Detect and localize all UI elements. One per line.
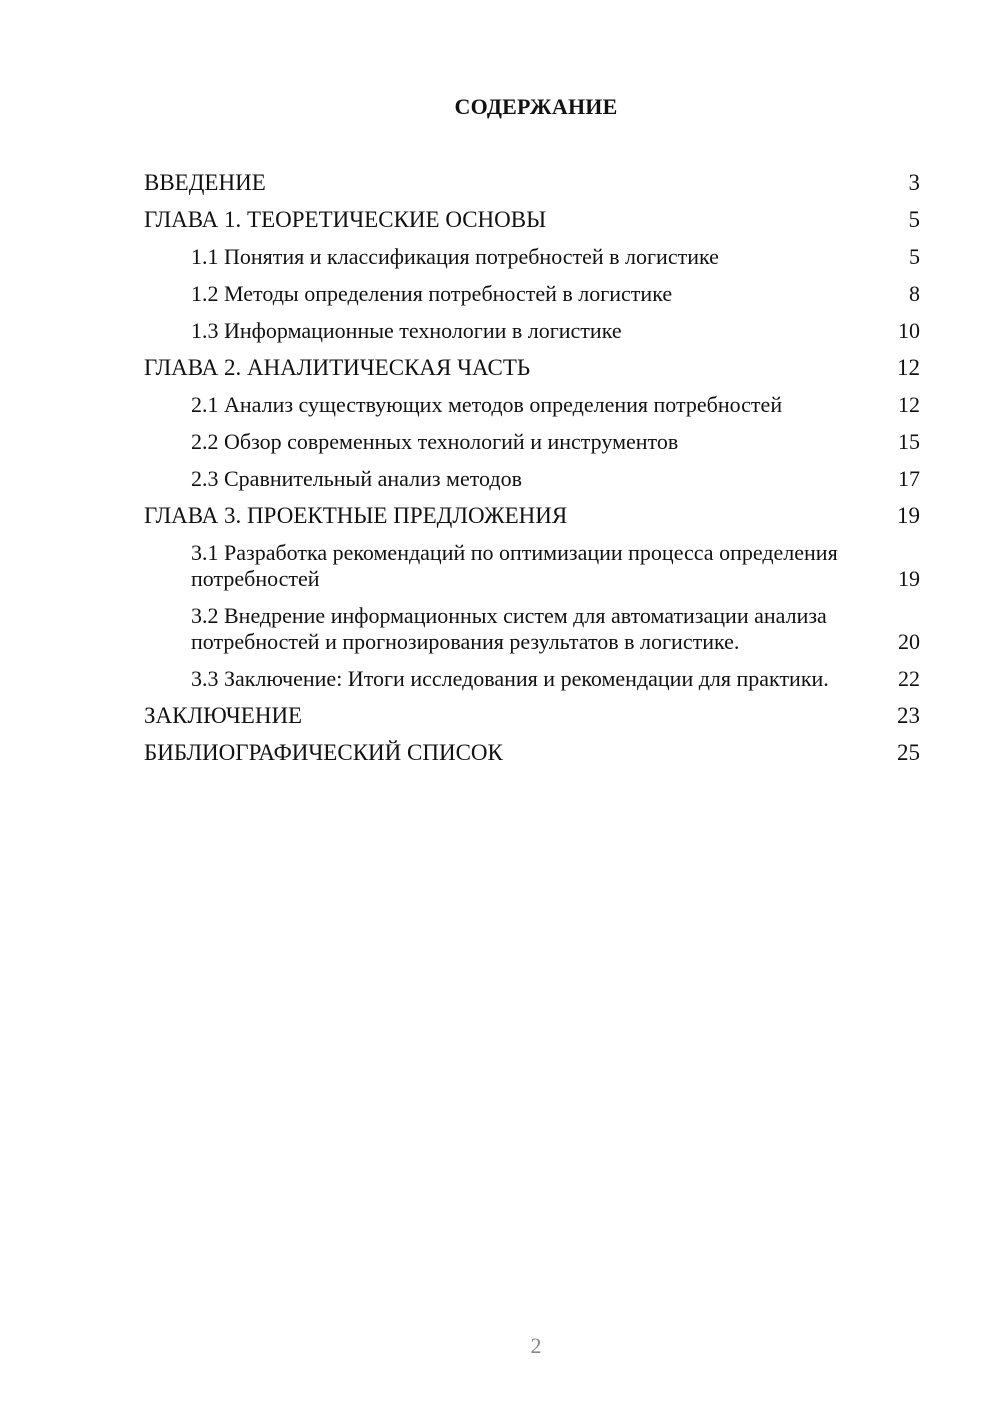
- toc-entry-page: 3: [908, 170, 920, 195]
- toc-entry-page: 8: [909, 281, 920, 306]
- toc-entry-conclusion: [144, 703, 920, 729]
- toc-entry-title: БИБЛИОГРАФИЧЕСКИЙ СПИСОК: [144, 740, 503, 765]
- toc-entry-title: ГЛАВА 1. ТЕОРЕТИЧЕСКИЕ ОСНОВЫ: [144, 207, 547, 232]
- toc-entry-page: 20: [898, 629, 920, 654]
- toc-entry-chapter-3: [144, 503, 920, 529]
- toc-entry-title: 1.1 Понятия и классификация потребностей в логистике: [191, 244, 719, 269]
- toc-entry-section-2-2: [144, 429, 920, 455]
- toc-entry-title: ЗАКЛЮЧЕНИЕ: [144, 703, 303, 728]
- toc-entry-page: 19: [898, 566, 920, 591]
- toc-entry-page: 15: [898, 429, 920, 454]
- toc-entry-page: 5: [909, 244, 920, 269]
- toc-entry-bibliography: [144, 740, 920, 766]
- toc-entry-title: 2.1 Анализ существующих методов определения потребностей: [191, 392, 783, 417]
- toc-entry-page: 22: [898, 666, 920, 691]
- page-title: СОДЕРЖАНИЕ: [454, 94, 618, 119]
- toc-entry-title: ГЛАВА 2. АНАЛИТИЧЕСКАЯ ЧАСТЬ: [144, 355, 531, 380]
- toc-entry-page: 10: [898, 318, 920, 343]
- toc-entry-page: 12: [898, 392, 920, 417]
- toc-entry-title: 2.2 Обзор современных технологий и инструментов: [191, 429, 679, 454]
- toc-entry-section-1-1: [144, 244, 920, 270]
- toc-entry-title: 3.3 Заключение: Итоги исследования и рекомендации для практики.: [191, 666, 829, 691]
- toc-entry-title: 3.2 Внедрение информационных систем для автоматизации анализа потребностей и прогнозирования результатов в логистике.: [191, 603, 827, 654]
- toc-entry-title: 3.1 Разработка рекомендаций по оптимизации процесса определения потребностей: [191, 540, 838, 591]
- table-of-contents: [144, 170, 920, 777]
- toc-entry-page: 5: [908, 207, 920, 232]
- toc-entry-title: 1.2 Методы определения потребностей в логистике: [191, 281, 673, 306]
- toc-entry-page: 23: [897, 703, 920, 728]
- toc-entry-section-3-2: [144, 603, 920, 655]
- toc-entry-section-3-3: [144, 666, 920, 692]
- toc-entry-page: 17: [898, 466, 920, 491]
- toc-entry-page: 19: [897, 503, 920, 528]
- toc-entry-page: 25: [897, 740, 920, 765]
- toc-entry-chapter-1: [144, 207, 920, 233]
- toc-entry-title: 2.3 Сравнительный анализ методов: [191, 466, 522, 491]
- toc-entry-page: 12: [897, 355, 920, 380]
- toc-entry-section-2-3: [144, 466, 920, 492]
- toc-entry-introduction: [144, 170, 920, 196]
- toc-entry-section-1-2: [144, 281, 920, 307]
- page-number: 2: [530, 1333, 542, 1358]
- toc-entry-section-1-3: [144, 318, 920, 344]
- toc-entry-title: ВВЕДЕНИЕ: [144, 170, 266, 195]
- toc-entry-title: ГЛАВА 3. ПРОЕКТНЫЕ ПРЕДЛОЖЕНИЯ: [144, 503, 568, 528]
- toc-entry-chapter-2: [144, 355, 920, 381]
- toc-entry-section-3-1: [144, 540, 920, 592]
- toc-entry-title: 1.3 Информационные технологии в логистике: [191, 318, 622, 343]
- toc-entry-section-2-1: [144, 392, 920, 418]
